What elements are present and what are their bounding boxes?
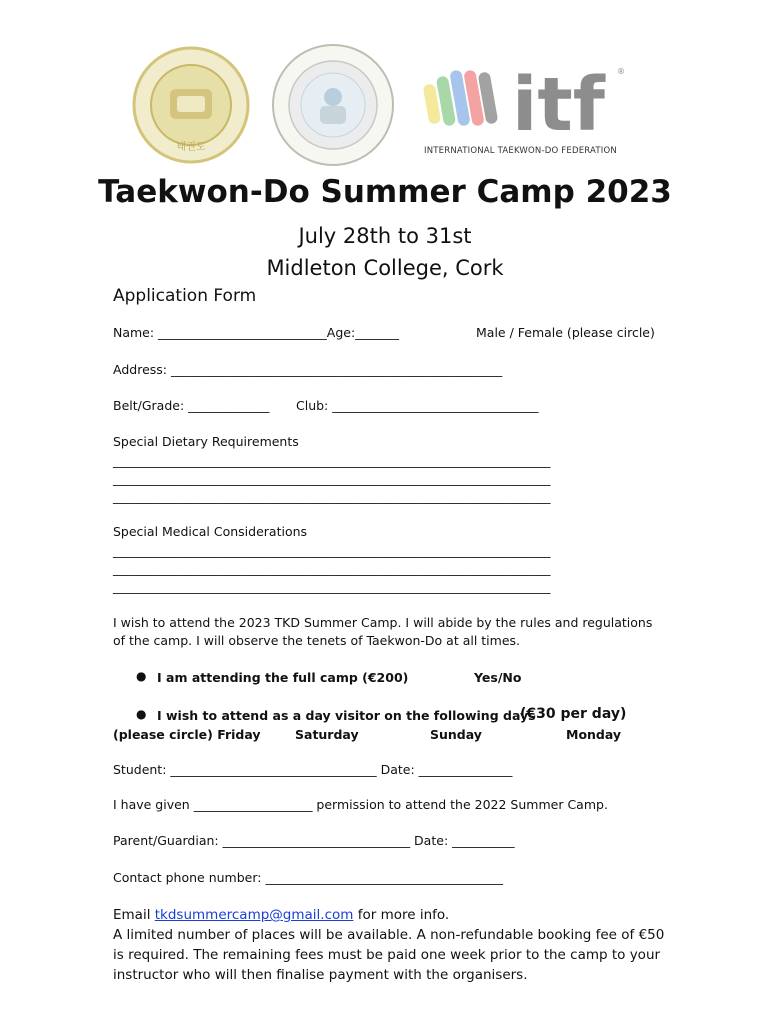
full-camp-yes-no[interactable]: Yes/No: [474, 670, 522, 685]
permission-field[interactable]: I have given ___________________ permission to attend the 2022 Summer Camp.: [113, 797, 608, 812]
camp-dates: July 28th to 31st: [298, 224, 472, 248]
itf-wordmark: itf: [512, 64, 605, 139]
bullet-icon: ●: [136, 669, 147, 683]
medical-line[interactable]: ______________________________________________________________________: [113, 561, 551, 576]
booking-fee-text: A limited number of places will be available. A non-refundable booking fee of €50 is required. The remaining fees must be paid one week prior to the camp to your instructor who will then finalise payment with the organisers.: [113, 927, 665, 983]
day-visitor-option: I wish to attend as a day visitor on the following days: [157, 708, 536, 723]
dietary-line[interactable]: ______________________________________________________________________: [113, 453, 551, 468]
club-field[interactable]: Club: _________________________________: [296, 398, 539, 413]
registered-mark: ®: [617, 67, 625, 76]
phone-field[interactable]: Contact phone number: ______________________________________: [113, 870, 503, 885]
email-link[interactable]: tkdsummercamp@gmail.com: [154, 907, 354, 923]
itf-brand-logo: [420, 64, 625, 160]
student-signature-field[interactable]: Student: _________________________________ Date: _______________: [113, 762, 513, 777]
belt-grade-field[interactable]: Belt/Grade: _____________: [113, 398, 270, 413]
gender-field[interactable]: Male / Female (please circle): [476, 325, 655, 340]
medical-line[interactable]: ______________________________________________________________________: [113, 579, 551, 594]
medical-line[interactable]: ______________________________________________________________________: [113, 543, 551, 558]
dietary-line[interactable]: ______________________________________________________________________: [113, 471, 551, 486]
email-prefix: Email: [113, 907, 155, 923]
itf-federation-seal-logo: [270, 42, 396, 168]
page-title: Taekwon-Do Summer Camp 2023: [98, 174, 672, 210]
camp-venue: Midleton College, Cork: [266, 256, 504, 280]
form-label: Application Form: [113, 286, 257, 306]
medical-label: Special Medical Considerations: [113, 524, 308, 539]
bullet-icon: ●: [136, 707, 147, 721]
footer-info: [113, 905, 673, 985]
irish-taekwondo-association-logo: [132, 44, 250, 166]
medical-lines[interactable]: [113, 542, 551, 596]
day-sunday[interactable]: Sunday: [430, 727, 482, 742]
email-line: [113, 905, 673, 925]
day-friday[interactable]: (please circle) Friday: [113, 727, 261, 742]
itf-caption: INTERNATIONAL TAEKWON-DO FEDERATION: [424, 146, 617, 156]
day-price: (€30 per day): [520, 706, 627, 722]
name-age-field[interactable]: Name: ___________________________Age:_______: [113, 325, 399, 340]
parent-signature-field[interactable]: Parent/Guardian: ______________________________ Date: __________: [113, 833, 515, 848]
full-camp-option: I am attending the full camp (€200): [157, 670, 409, 685]
dietary-label: Special Dietary Requirements: [113, 434, 299, 449]
dietary-line[interactable]: ______________________________________________________________________: [113, 489, 551, 504]
address-field[interactable]: Address: _____________________________________________________: [113, 362, 503, 377]
day-saturday[interactable]: Saturday: [295, 727, 359, 742]
email-suffix: for more info.: [353, 907, 450, 923]
svg-text:태권도: 태권도: [176, 142, 206, 153]
attendance-statement: I wish to attend the 2023 TKD Summer Camp. I will abide by the rules and regulations of the camp. I will observe the tenets of Taekwon-Do at all times.: [113, 615, 653, 648]
dietary-lines[interactable]: [113, 452, 551, 506]
day-monday[interactable]: Monday: [566, 727, 622, 742]
